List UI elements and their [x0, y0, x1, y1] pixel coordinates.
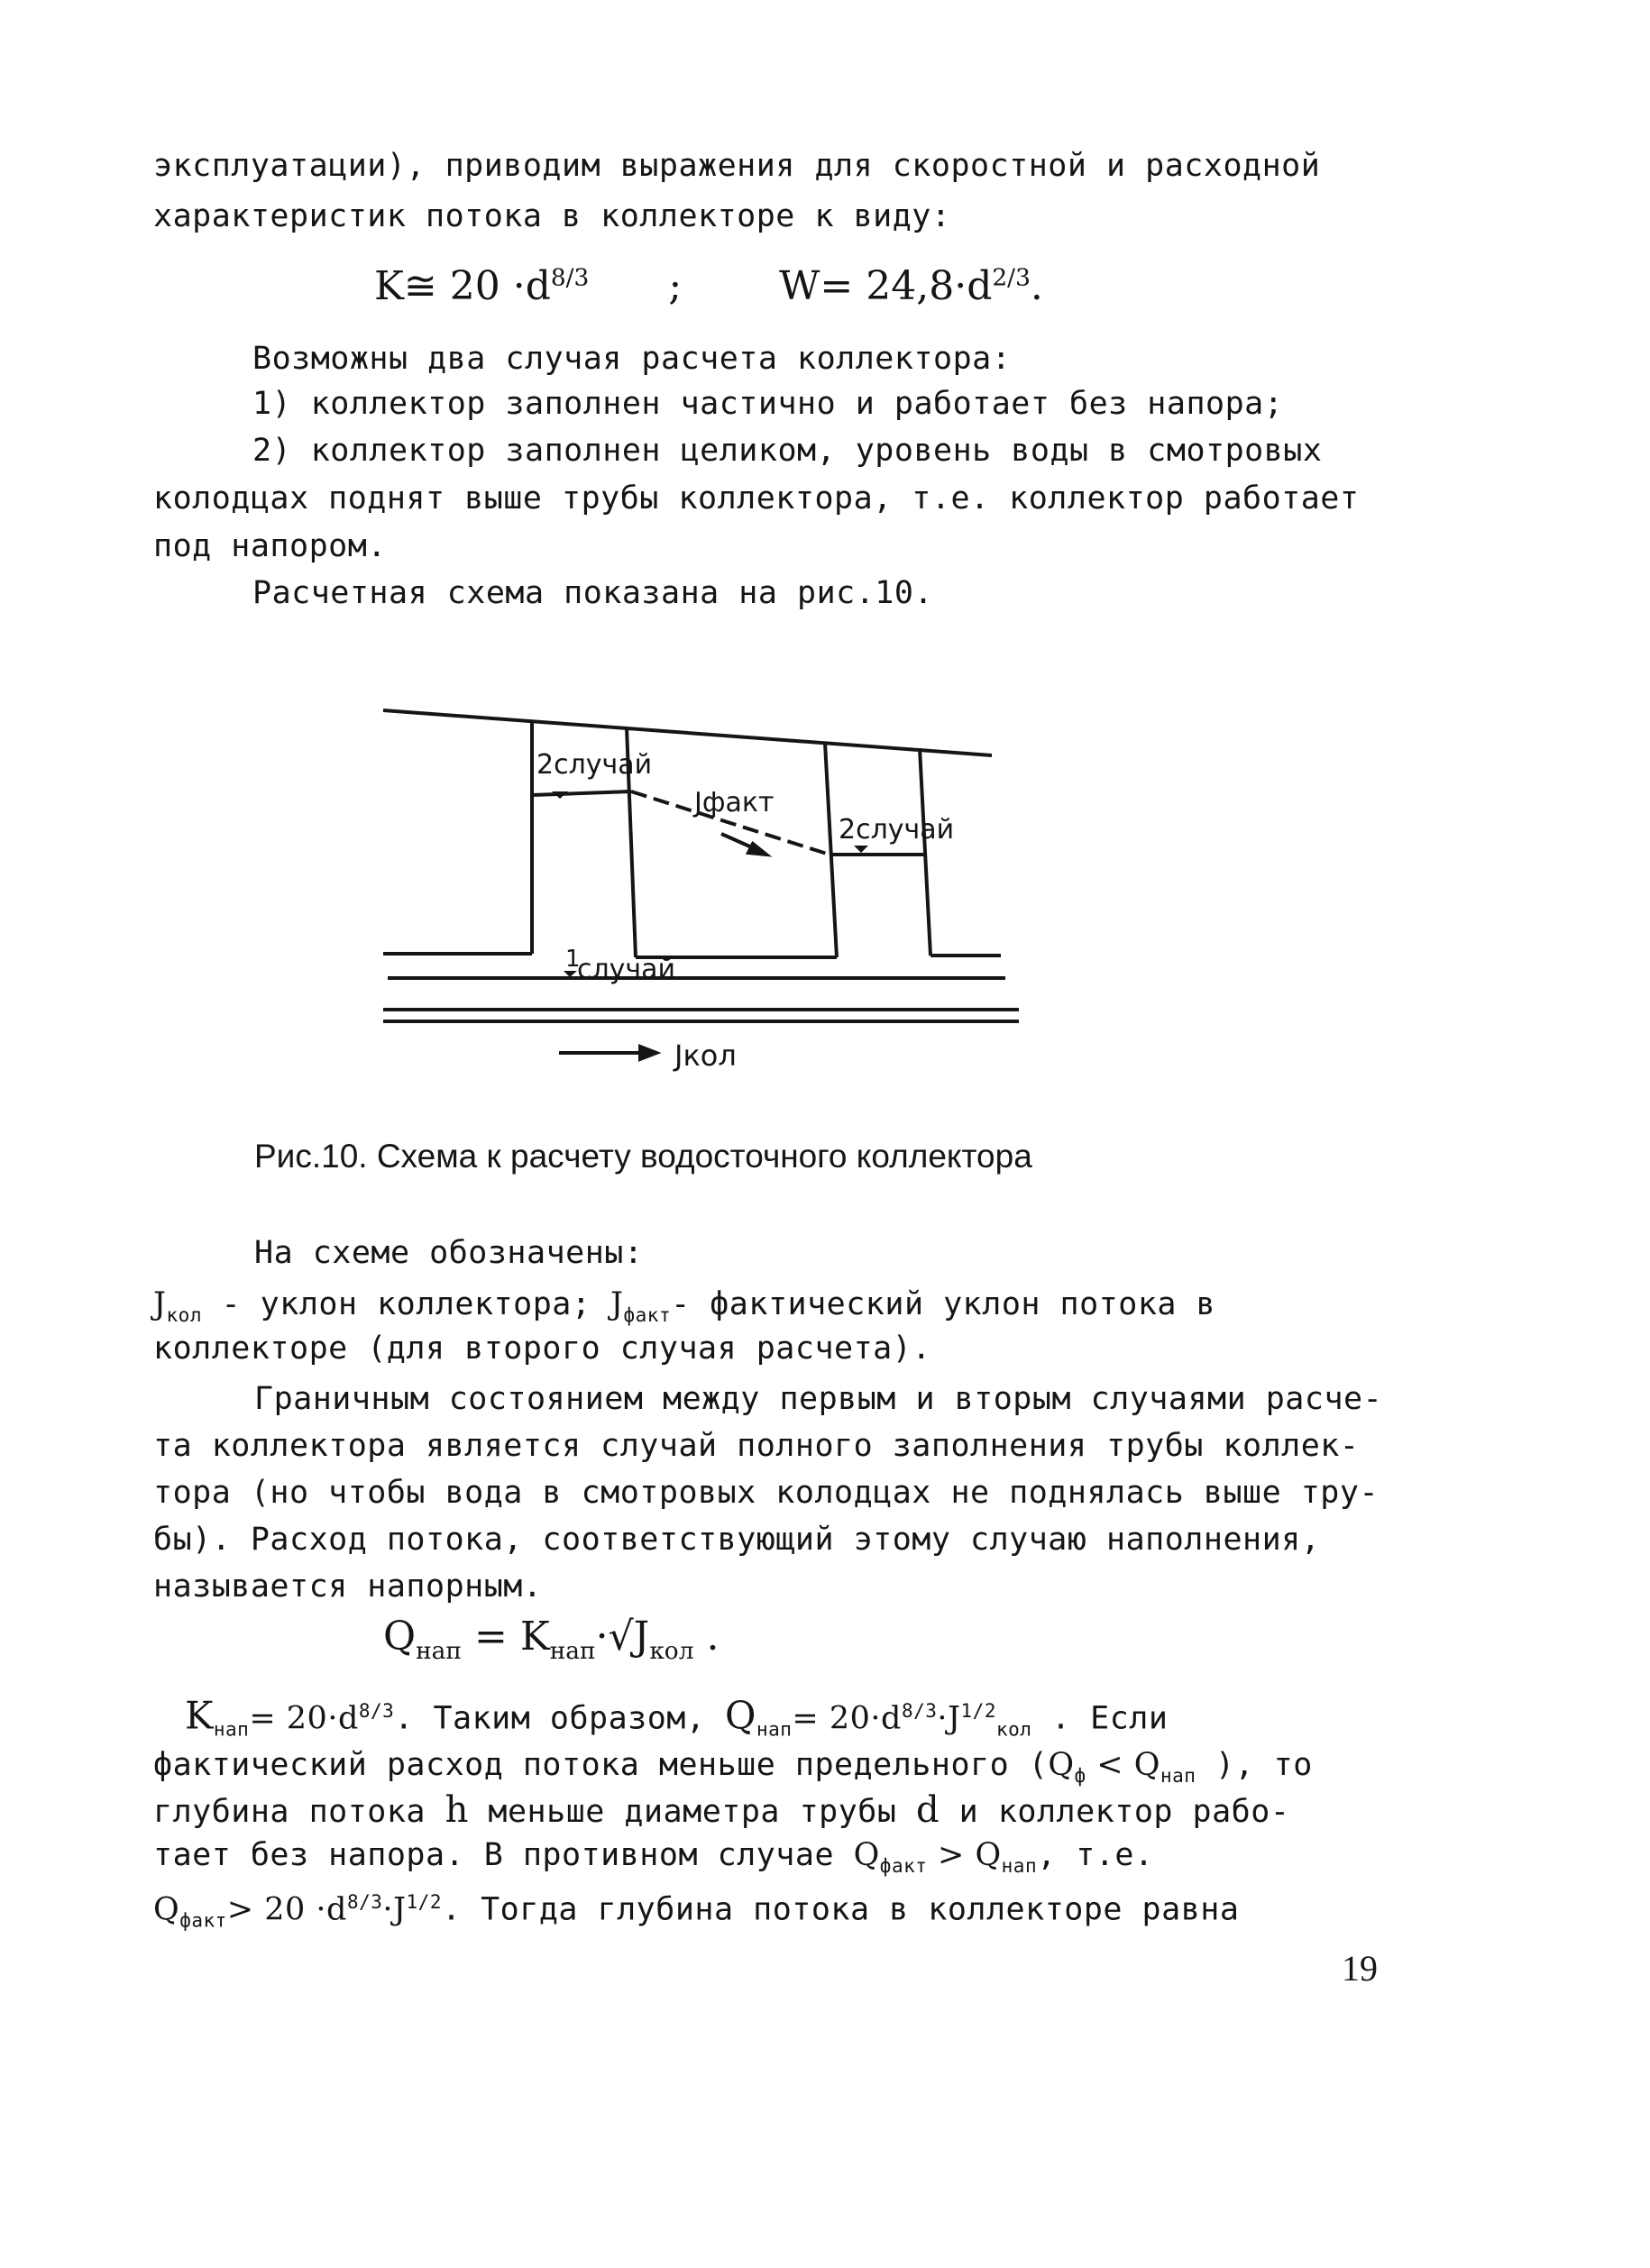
- para-line-1: $K_{нап}= 20\cdot d^{8/3}$. Таким образом, $Q_{нап}= 20\cdot d^{8/3}\cdot J^{1/2}_{кол}$ . Если: [185, 1693, 1169, 1741]
- para-line-5: $Q_{факт}> 20 \cdot d^{8/3}\cdot J^{1/2}$. Тогда глубина потока в коллекторе равна: [153, 1891, 1240, 1932]
- para-line-2: фактический расход потока меньше предельного ($Q_ф < Q_{нап}$ ), то: [153, 1747, 1313, 1787]
- boundary-line-3: тора (но чтобы вода в смотровых колодцах не поднялась выше тру-: [153, 1475, 1380, 1511]
- scheme-reference: Расчетная схема показана на рис.10.: [252, 575, 934, 611]
- formula-k-w: K≅ $20 \cdot d^{8/3}$ ; $W= 24,8\cdot d^{2/3}$.: [374, 263, 1043, 309]
- fact-slope-arrowhead: [748, 844, 766, 855]
- case-2-line-1: 2) коллектор заполнен целиком, уровень воды в смотровых: [252, 433, 1323, 469]
- legend-intro: На схеме обозначены:: [254, 1235, 644, 1271]
- formula-q-nap: $Q_{нап} = K_{нап}\cdot√J_{кол}$ .: [383, 1614, 720, 1665]
- label-case2-left: 2случай: [536, 749, 653, 781]
- page-number: 19: [1342, 1948, 1378, 1989]
- label-case1-num: 1: [565, 946, 581, 973]
- case-1: 1) коллектор заполнен частично и работает без напора;: [252, 386, 1284, 422]
- boundary-line-4: бы). Расход потока, соответствующий этому случаю наполнения,: [153, 1522, 1321, 1558]
- kol-slope-arrowhead: [640, 1047, 656, 1059]
- intro-line-1: эксплуатации), приводим выражения для скоростной и расходной: [153, 148, 1321, 184]
- label-case1: случай: [577, 954, 676, 985]
- legend-line-2: коллекторе (для второго случая расчета).: [153, 1331, 931, 1367]
- right-well-left-wall: [825, 743, 837, 957]
- case-2-line-3: под напором.: [153, 528, 387, 564]
- para-line-3: глубина потока h меньше диаметра трубы d и коллектор рабо-: [153, 1789, 1290, 1831]
- case-2-line-2: колодцах поднят выше трубы коллектора, т.е. коллектор работает: [153, 480, 1360, 517]
- intro-line-2: характеристик потока в коллекторе к виду:: [153, 198, 951, 234]
- ground-line: [383, 710, 992, 755]
- boundary-line-5: называется напорным.: [153, 1568, 543, 1605]
- right-well-right-wall: [920, 748, 930, 956]
- label-slope-kol: Jкол: [674, 1038, 737, 1073]
- left-water-level: [532, 791, 631, 795]
- para-line-4: тает без напора. В противном случае $Q_{факт} > Q_{нап}$, т.е.: [153, 1837, 1154, 1877]
- boundary-line-1: Граничным состоянием между первым и вторым случаями расче-: [254, 1381, 1383, 1417]
- cases-intro: Возможны два случая расчета коллектора:: [252, 341, 1012, 377]
- figure-caption: Рис.10. Схема к расчету водосточного коллектора: [254, 1138, 1032, 1175]
- label-case2-right: 2случай: [839, 814, 955, 846]
- boundary-line-2: та коллектора является случай полного заполнения трубы коллек-: [153, 1428, 1360, 1464]
- label-slope-fact: Jфакт: [694, 787, 775, 818]
- right-level-marker: [854, 846, 868, 853]
- collector-scheme-figure: [0, 676, 1650, 1181]
- legend-line-1: $J_{кол}$ - уклон коллектора; $J_{факт}-$ фактический уклон потока в: [153, 1286, 1216, 1326]
